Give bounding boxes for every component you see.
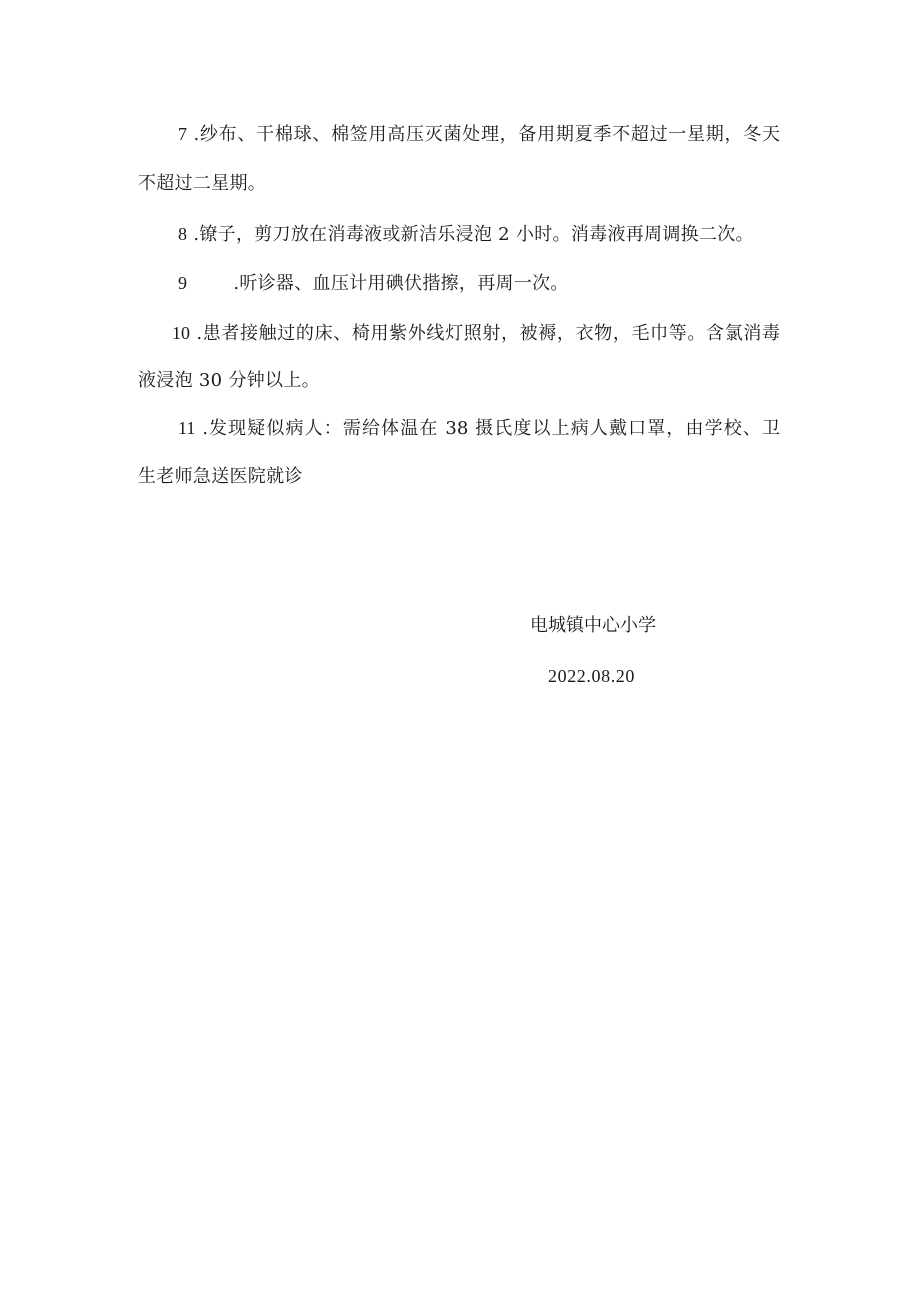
- item-11-line-1: [178, 416, 780, 441]
- item-9-line-1: [178, 271, 569, 296]
- item-10-text-1: .患者接触过的床、椅用紫外线灯照射，被褥，衣物，毛巾等。含氯消毒: [190, 323, 780, 344]
- item-10-line-1: [172, 321, 780, 346]
- item-9-text-1: .听诊器、血压计用碘伏揩擦，再周一次。: [233, 273, 569, 294]
- item-7-text-1: .纱布、干棉球、棉签用高压灭菌处理，备用期夏季不超过一星期，冬天: [187, 124, 780, 145]
- signature-date: 2022.08.20: [548, 666, 635, 686]
- item-11-line-2: 生老师急送医院就诊: [138, 466, 303, 487]
- signature-organization: 电城镇中心小学: [530, 615, 656, 636]
- item-7-line-1: [178, 122, 780, 147]
- item-11-text-1: .发现疑似病人：需给体温在 38 摄氏度以上病人戴口罩，由学校、卫: [195, 418, 780, 439]
- item-10-line-2: 液浸泡 30 分钟以上。: [138, 370, 320, 391]
- item-10-number: 10: [172, 323, 190, 343]
- item-8-number: 8: [178, 224, 188, 244]
- item-9-number: 9: [178, 273, 188, 293]
- item-8-text-1: .镣子，剪刀放在消毒液或新洁乐浸泡 2 小时。消毒液再周调换二次。: [187, 224, 754, 245]
- item-7-number: 7: [178, 124, 187, 144]
- item-7-line-2: 不超过二星期。: [138, 173, 267, 194]
- item-8-line-1: [178, 222, 754, 247]
- item-11-number: 11: [178, 418, 196, 438]
